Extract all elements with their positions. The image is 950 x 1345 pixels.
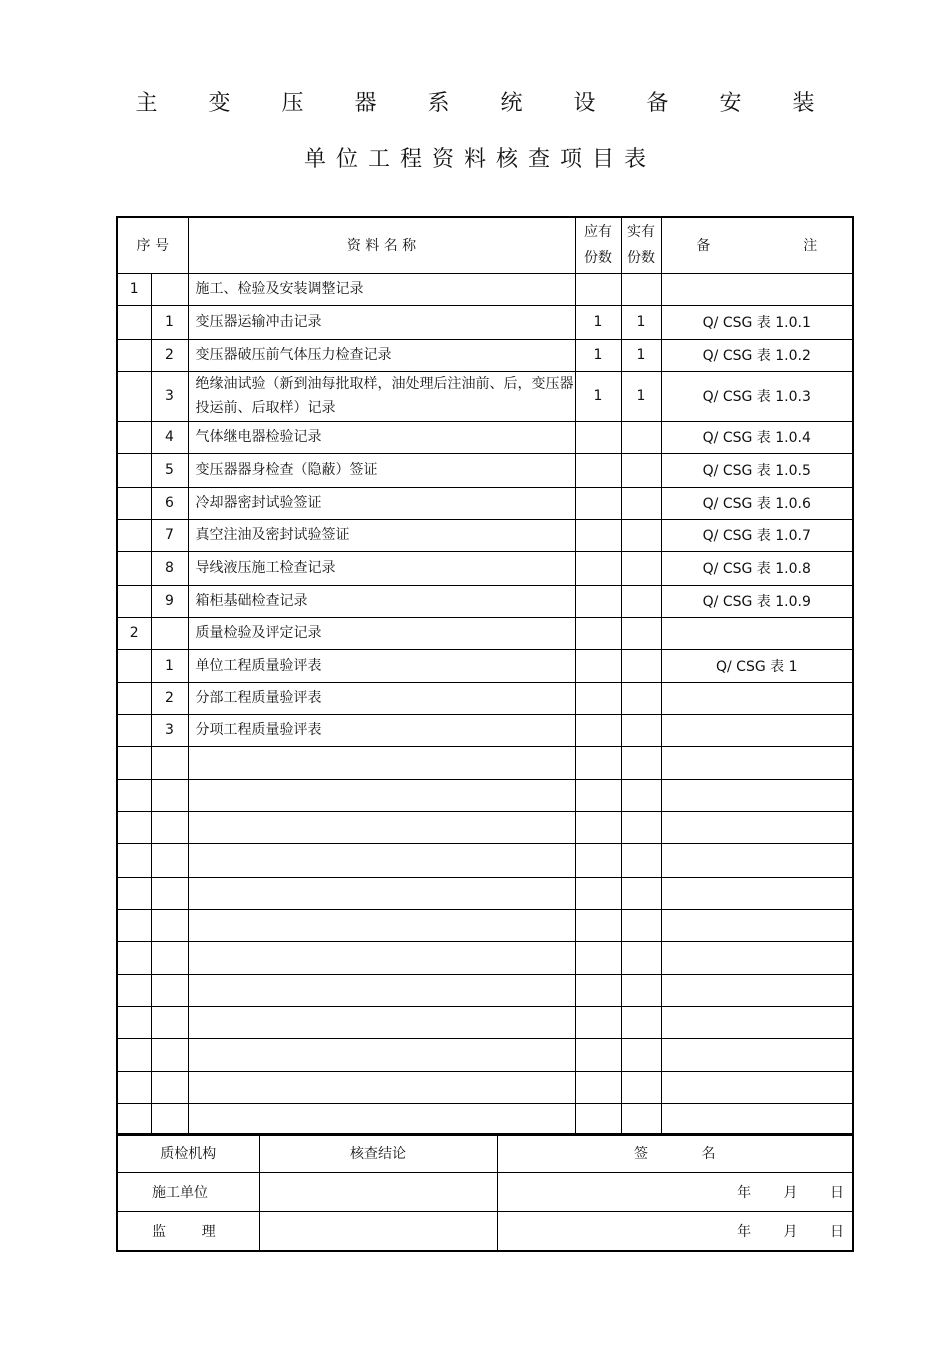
empty-cell[interactable] bbox=[151, 941, 188, 974]
table-row bbox=[117, 371, 853, 421]
empty-cell[interactable] bbox=[661, 843, 853, 877]
header-remark-b: 注 bbox=[803, 238, 818, 255]
footer-header-row bbox=[117, 1134, 853, 1173]
row-remark: Q/ CSG 表 1.0.1 bbox=[661, 305, 853, 339]
empty-cell[interactable] bbox=[575, 1071, 621, 1103]
table-row bbox=[117, 305, 853, 339]
empty-cell[interactable] bbox=[117, 1103, 151, 1135]
empty-cell[interactable] bbox=[661, 746, 853, 779]
header-name bbox=[188, 217, 575, 273]
empty-cell[interactable] bbox=[621, 779, 661, 811]
row-remark: Q/ CSG 表 1.0.8 bbox=[661, 551, 853, 585]
empty-cell[interactable] bbox=[151, 1006, 188, 1038]
empty-cell[interactable] bbox=[151, 877, 188, 909]
row-remark: Q/ CSG 表 1.0.6 bbox=[661, 487, 853, 519]
row-actual-count bbox=[621, 714, 661, 746]
row-actual-count bbox=[621, 421, 661, 453]
empty-cell[interactable] bbox=[151, 811, 188, 843]
row-sub-number: 7 bbox=[151, 519, 188, 551]
row-remark bbox=[661, 682, 853, 714]
empty-cell[interactable] bbox=[661, 1038, 853, 1071]
header-actual-line2: 份数 bbox=[627, 250, 656, 267]
empty-cell[interactable] bbox=[575, 811, 621, 843]
empty-cell[interactable] bbox=[661, 909, 853, 941]
empty-cell[interactable] bbox=[188, 909, 575, 941]
row-group-number bbox=[117, 714, 151, 746]
empty-cell[interactable] bbox=[621, 1103, 661, 1135]
empty-table-row bbox=[117, 1038, 853, 1071]
date-month-label: 月 bbox=[783, 1185, 798, 1201]
header-required-line2: 份数 bbox=[584, 250, 613, 267]
row-item-name: 真空注油及密封试验签证 bbox=[188, 519, 575, 551]
header-remark-a: 备 bbox=[696, 238, 711, 255]
row-required-count: 1 bbox=[575, 305, 621, 339]
row-group-number bbox=[117, 453, 151, 487]
table-row bbox=[117, 551, 853, 585]
row-required-count bbox=[575, 421, 621, 453]
row-sub-number bbox=[151, 617, 188, 649]
row-sub-number: 2 bbox=[151, 682, 188, 714]
row-actual-count bbox=[621, 487, 661, 519]
row-group-number: 2 bbox=[117, 617, 151, 649]
empty-cell[interactable] bbox=[117, 1071, 151, 1103]
row-group-number bbox=[117, 371, 151, 421]
empty-cell[interactable] bbox=[661, 1006, 853, 1038]
table-row bbox=[117, 649, 853, 682]
row-item-name: 分部工程质量验评表 bbox=[188, 682, 575, 714]
row-remark: Q/ CSG 表 1.0.9 bbox=[661, 585, 853, 617]
empty-cell[interactable] bbox=[661, 811, 853, 843]
row-actual-count bbox=[621, 617, 661, 649]
empty-cell[interactable] bbox=[621, 1071, 661, 1103]
footer-signature-label: 签 名 bbox=[634, 1146, 716, 1162]
empty-cell[interactable] bbox=[117, 843, 151, 877]
empty-table-row bbox=[117, 877, 853, 909]
empty-cell[interactable] bbox=[661, 1071, 853, 1103]
empty-cell[interactable] bbox=[621, 843, 661, 877]
empty-cell[interactable] bbox=[117, 877, 151, 909]
empty-cell[interactable] bbox=[621, 811, 661, 843]
row-required-count bbox=[575, 649, 621, 682]
date-day-label: 日 bbox=[830, 1224, 844, 1240]
row-required-count bbox=[575, 519, 621, 551]
empty-cell[interactable] bbox=[117, 746, 151, 779]
row-item-name: 导线液压施工检查记录 bbox=[188, 551, 575, 585]
header-actual-line1: 实有 bbox=[627, 224, 656, 241]
empty-table-row bbox=[117, 779, 853, 811]
empty-cell[interactable] bbox=[188, 974, 575, 1006]
row-item-name: 变压器破压前气体压力检查记录 bbox=[188, 339, 575, 371]
row-actual-count bbox=[621, 273, 661, 305]
row-group-number bbox=[117, 421, 151, 453]
row-required-count bbox=[575, 487, 621, 519]
empty-cell[interactable] bbox=[575, 1038, 621, 1071]
row-item-name: 绝缘油试验（新到油每批取样，油处理后注油前、后，变压器投运前、后取样）记录 bbox=[188, 371, 575, 421]
row-item-name: 施工、检验及安装调整记录 bbox=[188, 273, 575, 305]
row-sub-number: 3 bbox=[151, 371, 188, 421]
row-item-name: 箱柜基础检查记录 bbox=[188, 585, 575, 617]
empty-cell[interactable] bbox=[575, 843, 621, 877]
row-actual-count: 1 bbox=[621, 305, 661, 339]
inspection-items-table bbox=[116, 216, 854, 1136]
date-year-label: 年 bbox=[737, 1185, 752, 1201]
date-year-label: 年 bbox=[737, 1224, 752, 1240]
row-actual-count bbox=[621, 551, 661, 585]
empty-cell[interactable] bbox=[151, 746, 188, 779]
footer-org-construction: 施工单位 bbox=[117, 1173, 259, 1212]
footer-conclusion-header: 核查结论 bbox=[259, 1134, 497, 1173]
header-seq: 序 号 bbox=[117, 217, 188, 273]
row-group-number: 1 bbox=[117, 273, 151, 305]
empty-cell[interactable] bbox=[117, 1006, 151, 1038]
footer-org-header: 质检机构 bbox=[117, 1134, 259, 1173]
row-sub-number: 2 bbox=[151, 339, 188, 371]
row-item-name: 变压器器身检查（隐蔽）签证 bbox=[188, 453, 575, 487]
footer-conclusion-field[interactable] bbox=[259, 1212, 497, 1252]
empty-cell[interactable] bbox=[188, 1006, 575, 1038]
row-item-name: 变压器运输冲击记录 bbox=[188, 305, 575, 339]
empty-cell[interactable] bbox=[188, 1038, 575, 1071]
row-actual-count bbox=[621, 585, 661, 617]
empty-cell[interactable] bbox=[188, 779, 575, 811]
footer-org-supervision: 监 理 bbox=[117, 1212, 259, 1252]
table-row bbox=[117, 682, 853, 714]
empty-cell[interactable] bbox=[151, 974, 188, 1006]
empty-cell[interactable] bbox=[661, 779, 853, 811]
row-sub-number: 3 bbox=[151, 714, 188, 746]
table-row bbox=[117, 339, 853, 371]
empty-cell[interactable] bbox=[188, 1103, 575, 1135]
empty-cell[interactable] bbox=[575, 779, 621, 811]
empty-cell[interactable] bbox=[117, 779, 151, 811]
empty-cell[interactable] bbox=[621, 941, 661, 974]
empty-table-row bbox=[117, 941, 853, 974]
row-sub-number: 6 bbox=[151, 487, 188, 519]
empty-table-row bbox=[117, 1071, 853, 1103]
empty-cell[interactable] bbox=[188, 746, 575, 779]
row-group-number bbox=[117, 682, 151, 714]
row-item-name: 分项工程质量验评表 bbox=[188, 714, 575, 746]
row-sub-number: 4 bbox=[151, 421, 188, 453]
table-header-row bbox=[117, 217, 853, 273]
row-required-count bbox=[575, 273, 621, 305]
footer-conclusion-field[interactable] bbox=[259, 1173, 497, 1212]
row-remark: Q/ CSG 表 1.0.5 bbox=[661, 453, 853, 487]
row-sub-number: 1 bbox=[151, 649, 188, 682]
row-actual-count: 1 bbox=[621, 339, 661, 371]
table-row bbox=[117, 714, 853, 746]
empty-cell[interactable] bbox=[621, 909, 661, 941]
form-title-line2: 单位工程资料核查项目表 bbox=[303, 147, 656, 172]
row-required-count bbox=[575, 551, 621, 585]
row-sub-number: 9 bbox=[151, 585, 188, 617]
header-required-line1: 应有 bbox=[584, 224, 613, 241]
empty-cell[interactable] bbox=[188, 941, 575, 974]
row-remark: Q/ CSG 表 1 bbox=[661, 649, 853, 682]
row-actual-count bbox=[621, 519, 661, 551]
empty-table-row bbox=[117, 1006, 853, 1038]
empty-cell[interactable] bbox=[575, 909, 621, 941]
footer-signature-header bbox=[497, 1134, 853, 1173]
signature-table bbox=[116, 1133, 854, 1252]
empty-cell[interactable] bbox=[575, 941, 621, 974]
empty-table-row bbox=[117, 746, 853, 779]
empty-cell[interactable] bbox=[188, 1071, 575, 1103]
footer-date-field[interactable] bbox=[497, 1173, 853, 1212]
empty-cell[interactable] bbox=[621, 877, 661, 909]
row-sub-number: 8 bbox=[151, 551, 188, 585]
empty-cell[interactable] bbox=[575, 1006, 621, 1038]
header-actual bbox=[621, 217, 661, 273]
empty-cell[interactable] bbox=[661, 877, 853, 909]
row-required-count: 1 bbox=[575, 371, 621, 421]
empty-cell[interactable] bbox=[151, 909, 188, 941]
empty-table-row bbox=[117, 811, 853, 843]
row-group-number bbox=[117, 585, 151, 617]
empty-cell[interactable] bbox=[621, 1038, 661, 1071]
empty-cell[interactable] bbox=[661, 941, 853, 974]
empty-cell[interactable] bbox=[188, 877, 575, 909]
empty-cell[interactable] bbox=[621, 746, 661, 779]
row-remark: Q/ CSG 表 1.0.4 bbox=[661, 421, 853, 453]
row-required-count bbox=[575, 453, 621, 487]
row-remark bbox=[661, 714, 853, 746]
empty-cell[interactable] bbox=[151, 779, 188, 811]
empty-cell[interactable] bbox=[661, 974, 853, 1006]
empty-table-row bbox=[117, 909, 853, 941]
table-row bbox=[117, 519, 853, 551]
row-actual-count: 1 bbox=[621, 371, 661, 421]
table-row bbox=[117, 421, 853, 453]
row-group-number bbox=[117, 551, 151, 585]
empty-cell[interactable] bbox=[117, 974, 151, 1006]
row-actual-count bbox=[621, 453, 661, 487]
row-item-name: 冷却器密封试验签证 bbox=[188, 487, 575, 519]
header-remark bbox=[661, 217, 853, 273]
row-remark bbox=[661, 273, 853, 305]
empty-cell[interactable] bbox=[661, 1103, 853, 1135]
row-sub-number: 1 bbox=[151, 305, 188, 339]
table-row bbox=[117, 617, 853, 649]
empty-cell[interactable] bbox=[575, 974, 621, 1006]
empty-cell[interactable] bbox=[575, 1103, 621, 1135]
empty-cell[interactable] bbox=[151, 843, 188, 877]
row-remark bbox=[661, 617, 853, 649]
row-group-number bbox=[117, 305, 151, 339]
empty-cell[interactable] bbox=[188, 843, 575, 877]
empty-cell[interactable] bbox=[117, 811, 151, 843]
row-remark: Q/ CSG 表 1.0.2 bbox=[661, 339, 853, 371]
row-remark: Q/ CSG 表 1.0.7 bbox=[661, 519, 853, 551]
footer-row-supervision bbox=[117, 1212, 853, 1252]
date-day-label: 日 bbox=[830, 1185, 844, 1201]
date-month-label: 月 bbox=[783, 1224, 798, 1240]
empty-cell[interactable] bbox=[151, 1071, 188, 1103]
row-sub-number bbox=[151, 273, 188, 305]
empty-cell[interactable] bbox=[117, 909, 151, 941]
empty-cell[interactable] bbox=[621, 1006, 661, 1038]
row-required-count bbox=[575, 617, 621, 649]
row-required-count bbox=[575, 714, 621, 746]
row-item-name: 质量检验及评定记录 bbox=[188, 617, 575, 649]
row-group-number bbox=[117, 519, 151, 551]
header-required bbox=[575, 217, 621, 273]
row-sub-number: 5 bbox=[151, 453, 188, 487]
header-name-label: 资 料 名 称 bbox=[346, 238, 417, 255]
row-group-number bbox=[117, 339, 151, 371]
empty-cell[interactable] bbox=[188, 811, 575, 843]
form-title-line1: 主 变 压 器 系 统 设 备 安 装 bbox=[135, 91, 837, 116]
row-remark: Q/ CSG 表 1.0.3 bbox=[661, 371, 853, 421]
empty-cell[interactable] bbox=[117, 941, 151, 974]
row-actual-count bbox=[621, 682, 661, 714]
footer-row-construction bbox=[117, 1173, 853, 1212]
row-item-name: 单位工程质量验评表 bbox=[188, 649, 575, 682]
row-group-number bbox=[117, 487, 151, 519]
row-actual-count bbox=[621, 649, 661, 682]
row-required-count bbox=[575, 682, 621, 714]
empty-cell[interactable] bbox=[117, 1038, 151, 1071]
empty-table-row bbox=[117, 843, 853, 877]
empty-cell[interactable] bbox=[151, 1103, 188, 1135]
empty-table-row bbox=[117, 1103, 853, 1135]
table-row bbox=[117, 585, 853, 617]
empty-cell[interactable] bbox=[151, 1038, 188, 1071]
row-required-count bbox=[575, 585, 621, 617]
row-required-count: 1 bbox=[575, 339, 621, 371]
table-row bbox=[117, 487, 853, 519]
table-row bbox=[117, 453, 853, 487]
empty-table-row bbox=[117, 974, 853, 1006]
footer-date-field[interactable] bbox=[497, 1212, 853, 1252]
row-item-name: 气体继电器检验记录 bbox=[188, 421, 575, 453]
empty-cell[interactable] bbox=[575, 877, 621, 909]
row-group-number bbox=[117, 649, 151, 682]
empty-cell[interactable] bbox=[575, 746, 621, 779]
table-row bbox=[117, 273, 853, 305]
empty-cell[interactable] bbox=[621, 974, 661, 1006]
